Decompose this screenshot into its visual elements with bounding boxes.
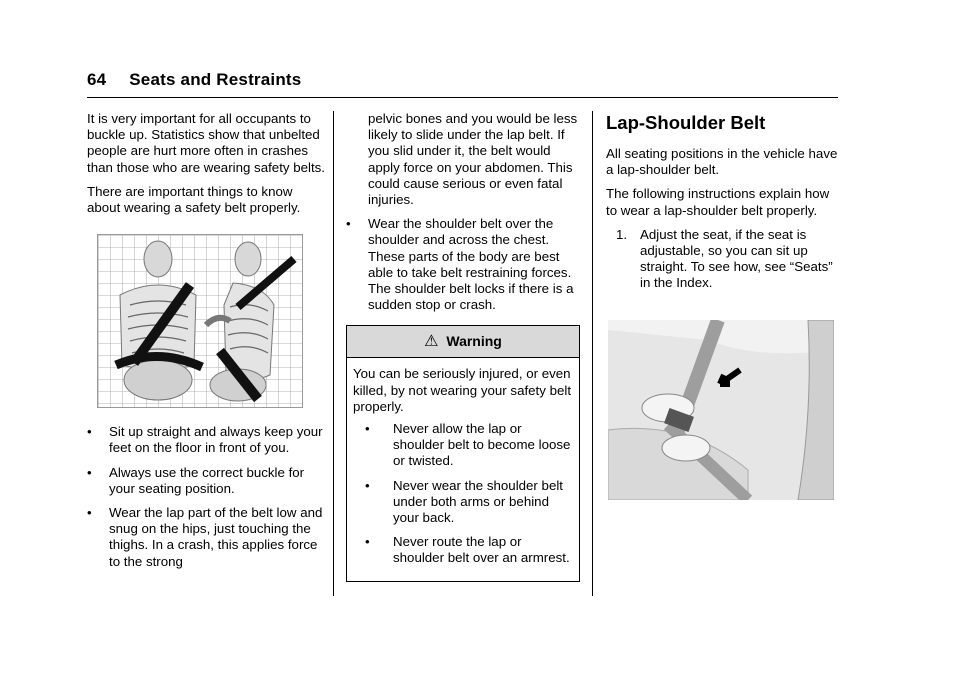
bullet-lap-belt-low: • Wear the lap part of the belt low and snug on the hips, just touching the thighs. In a crash, this applies force to the strong xyxy=(87,505,323,569)
bullet-sit-straight: • Sit up straight and always keep your feet on the floor in front of you. xyxy=(87,424,323,456)
skeleton-belt-illustration xyxy=(97,234,303,408)
column-2 xyxy=(346,111,582,582)
section-title: Seats and Restraints xyxy=(129,70,302,89)
warning-title: Warning xyxy=(446,333,502,350)
column-3 xyxy=(606,111,838,500)
warning-text: You can be seriously injured, or even killed, by not wearing your safety belt properly. xyxy=(353,366,572,414)
step-text: Adjust the seat, if the seat is adjustable, so you can sit up straight. To see how, see “Seats” in the Index. xyxy=(640,226,833,291)
column-divider-2 xyxy=(592,111,593,596)
page-header xyxy=(87,70,301,90)
bullet-icon: • xyxy=(346,216,351,232)
instructions-intro: The following instructions explain how to wear a lap-shoulder belt properly. xyxy=(606,186,830,218)
warning-bullet-loose: • Never allow the lap or shoulder belt to become loose or twisted. xyxy=(365,421,571,469)
bullet-icon: • xyxy=(87,464,92,480)
header-rule xyxy=(87,97,838,98)
warning-box xyxy=(346,325,580,581)
bullet-icon: • xyxy=(365,421,370,437)
page-number: 64 xyxy=(87,70,107,89)
warning-bullet-under-arms: • Never wear the shoulder belt under both arms or behind your back. xyxy=(365,477,563,526)
lap-shoulder-intro: All seating positions in the vehicle have a lap-shoulder belt. xyxy=(606,146,838,178)
section-heading: Lap-Shoulder Belt xyxy=(606,112,766,133)
column-1 xyxy=(87,111,325,578)
step-1 xyxy=(606,227,838,292)
bullet-continuation: pelvic bones and you would be less likely to slide under the lap belt. If you slid under it, the belt would apply force on your abdomen. This could cause serious or even fatal injuries. xyxy=(368,111,578,208)
bullet-icon: • xyxy=(365,534,370,550)
column-divider-1 xyxy=(333,111,334,596)
bullet-icon: • xyxy=(87,424,92,440)
warning-header xyxy=(347,326,579,358)
bullet-icon: • xyxy=(365,477,370,493)
skeleton-belt-image xyxy=(98,235,302,407)
warning-body xyxy=(347,358,579,580)
buckle-image xyxy=(608,320,834,500)
step-number: 1. xyxy=(616,226,628,242)
warning-bullet-armrest: • Never route the lap or shoulder belt over an armrest. xyxy=(365,534,570,566)
warning-icon: ⚠ xyxy=(424,333,439,351)
bullet-correct-buckle: • Always use the correct buckle for your seating position. xyxy=(87,464,305,496)
buckle-photo-illustration xyxy=(608,320,834,500)
intro-paragraph: It is very important for all occupants to buckle up. Statistics show that unbelted people are hurt more often in crashes than those who are wearing safety belts. xyxy=(87,111,326,175)
bullet-icon: • xyxy=(87,505,92,521)
belt-importance-paragraph: There are important things to know about wearing a safety belt properly. xyxy=(87,183,301,216)
bullet-shoulder-belt: • Wear the shoulder belt over the shoulder and across the chest. These parts of the body are best able to take belt restraining forces. The shoulder belt locks if there is a sudden stop or crash. xyxy=(346,216,574,313)
